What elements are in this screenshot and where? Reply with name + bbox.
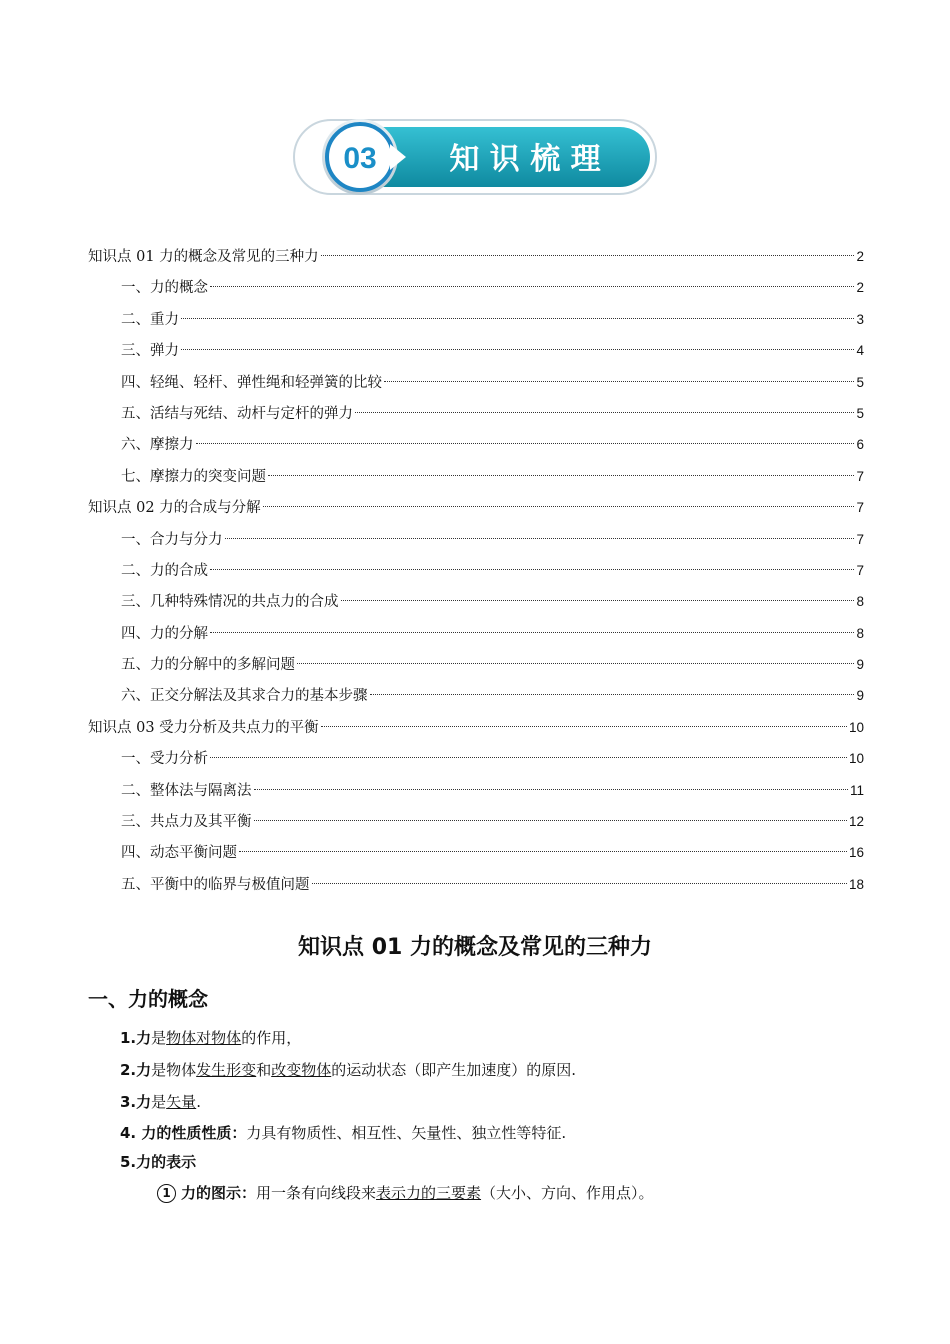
toc-entry[interactable]: [88, 524, 864, 555]
toc-leader-dots: [384, 380, 854, 382]
toc-leader-dots: [181, 348, 854, 350]
p3-num: 3.: [120, 1093, 137, 1111]
toc-entry[interactable]: [88, 743, 864, 774]
toc-leader-dots: [210, 756, 847, 758]
toc-entry-label: 五、平衡中的临界与极值问题: [121, 876, 310, 893]
toc-entry-label: 五、力的分解中的多解问题: [121, 657, 295, 674]
toc-entry-page: 7: [856, 468, 864, 484]
toc-entry-page: 7: [856, 562, 864, 578]
p1-text-2: 的作用，: [241, 1029, 302, 1047]
toc-leader-dots: [321, 254, 855, 256]
p2-underline-1: 发生形变: [196, 1061, 257, 1079]
toc-entry-page: 9: [856, 688, 864, 704]
toc-entry-page: 18: [848, 876, 864, 892]
toc-entry-page: 3: [856, 311, 864, 327]
p1-key: 力: [136, 1029, 152, 1047]
toc-entry[interactable]: [88, 806, 864, 837]
toc-entry-page: 12: [848, 814, 864, 830]
p3-key: 力: [136, 1093, 152, 1111]
toc-entry[interactable]: [88, 272, 864, 303]
toc-leader-dots: [210, 631, 854, 633]
toc-entry[interactable]: [88, 555, 864, 586]
subsection-title: 一、力的概念: [88, 987, 208, 1011]
toc-entry-page: 10: [848, 751, 864, 767]
toc-entry-label: 五、活结与死结、动杆与定杆的弹力: [121, 405, 353, 422]
section-banner: [290, 116, 660, 198]
p4-key: 4. 力的性质性质：: [120, 1124, 247, 1142]
toc-entry-page: 8: [856, 625, 864, 641]
toc-entry-page: 7: [856, 500, 864, 516]
p3-text-1: 是: [151, 1093, 167, 1111]
paragraph-1: [120, 1027, 301, 1048]
p4-text-1: 力具有物质性、相互性、矢量性、独立性等特征.: [246, 1124, 567, 1142]
section-title: 知识点 01 力的概念及常见的三种力: [298, 935, 652, 960]
toc-entry[interactable]: [88, 618, 864, 649]
toc-entry[interactable]: [88, 837, 864, 868]
paragraph-6: [157, 1182, 654, 1203]
p2-key: 力: [136, 1061, 152, 1079]
toc-entry-page: 16: [848, 845, 864, 861]
paragraph-2: [120, 1059, 576, 1080]
p1-underline-1: 物体对物体: [166, 1029, 242, 1047]
toc-entry-label: 一、力的概念: [121, 280, 208, 297]
toc-entry-page: 5: [856, 374, 864, 390]
toc-entry-label: 二、整体法与隔离法: [121, 782, 252, 799]
toc-entry-label: 知识点 03 受力分析及共点力的平衡: [88, 719, 319, 736]
toc-entry-page: 7: [856, 531, 864, 547]
toc-entry-page: 6: [856, 437, 864, 453]
circled-number-1: 1: [157, 1184, 176, 1203]
p1-num: 1.: [120, 1029, 137, 1047]
p3-text-2: .: [196, 1093, 201, 1111]
toc-entry[interactable]: [88, 649, 864, 680]
toc-entry-page: 4: [856, 343, 864, 359]
p6-underline-1: 表示力的三要素: [376, 1184, 482, 1202]
toc-entry-label: 四、力的分解: [121, 625, 208, 642]
toc-leader-dots: [341, 599, 855, 601]
toc-entry[interactable]: [88, 586, 864, 617]
toc-entry-label: 知识点 01 力的概念及常见的三种力: [88, 249, 319, 265]
p2-underline-2: 改变物体: [271, 1061, 332, 1079]
p3-underline-1: 矢量: [166, 1093, 197, 1111]
toc-entry-label: 二、重力: [121, 311, 179, 328]
toc-leader-dots: [268, 474, 854, 476]
toc-entry-page: 9: [856, 657, 864, 673]
toc-entry-page: 10: [848, 719, 864, 735]
table-of-contents: [88, 241, 864, 900]
toc-entry-label: 三、共点力及其平衡: [121, 814, 252, 831]
p2-text-2: 和: [256, 1061, 272, 1079]
toc-entry[interactable]: [88, 461, 864, 492]
toc-leader-dots: [355, 411, 854, 413]
paragraph-3: [120, 1091, 201, 1112]
p6-text-2: （大小、方向、作用点）。: [481, 1184, 654, 1202]
toc-entry[interactable]: [88, 869, 864, 900]
toc-entry-label: 一、合力与分力: [121, 531, 223, 548]
toc-entry-label: 六、正交分解法及其求合力的基本步骤: [121, 688, 368, 705]
toc-entry[interactable]: [88, 680, 864, 711]
paragraph-5: [120, 1151, 196, 1172]
toc-entry-label: 二、力的合成: [121, 562, 208, 579]
toc-leader-dots: [312, 882, 847, 884]
toc-entry-page: 11: [849, 782, 864, 798]
toc-entry-page: 2: [856, 280, 864, 296]
toc-entry[interactable]: [88, 775, 864, 806]
p6-key: 力的图示：: [181, 1184, 257, 1202]
toc-leader-dots: [181, 317, 854, 319]
toc-entry-page: 2: [856, 249, 864, 264]
toc-leader-dots: [210, 285, 854, 287]
toc-entry[interactable]: [88, 398, 864, 429]
toc-entry[interactable]: [88, 241, 864, 272]
banner-title: 知 识 梳 理: [449, 142, 601, 177]
toc-entry-page: 8: [856, 594, 864, 610]
toc-entry[interactable]: [88, 492, 864, 523]
toc-leader-dots: [225, 537, 855, 539]
toc-entry-label: 七、摩擦力的突变问题: [121, 468, 266, 485]
p2-text-1: 是物体: [151, 1061, 197, 1079]
toc-entry-label: 三、弹力: [121, 343, 179, 360]
p1-text-1: 是: [151, 1029, 167, 1047]
p2-num: 2.: [120, 1061, 137, 1079]
p6-text-1: 用一条有向线段来: [256, 1184, 377, 1202]
toc-leader-dots: [321, 725, 847, 727]
toc-leader-dots: [370, 693, 855, 695]
toc-entry-label: 四、动态平衡问题: [121, 845, 237, 862]
toc-entry[interactable]: [88, 367, 864, 398]
toc-entry-label: 一、受力分析: [121, 751, 208, 768]
toc-entry-label: 知识点 02 力的合成与分解: [88, 500, 261, 517]
p2-text-3: 的运动状态（即产生加速度）的原因.: [331, 1061, 576, 1079]
toc-leader-dots: [263, 505, 855, 507]
p5-key: 5.力的表示: [120, 1153, 197, 1171]
paragraph-4: [120, 1122, 566, 1143]
toc-leader-dots: [254, 788, 848, 790]
toc-entry[interactable]: [88, 429, 864, 460]
toc-entry-page: 5: [856, 405, 864, 421]
toc-leader-dots: [210, 568, 854, 570]
toc-leader-dots: [196, 442, 855, 444]
toc-entry-label: 四、轻绳、轻杆、弹性绳和轻弹簧的比较: [121, 374, 382, 391]
toc-entry[interactable]: [88, 712, 864, 743]
toc-entry[interactable]: [88, 335, 864, 366]
toc-entry-label: 六、摩擦力: [121, 437, 194, 454]
toc-entry[interactable]: [88, 304, 864, 335]
toc-leader-dots: [297, 662, 854, 664]
toc-entry-label: 三、几种特殊情况的共点力的合成: [121, 594, 339, 611]
toc-leader-dots: [254, 819, 847, 821]
banner-number: 03: [343, 142, 377, 175]
toc-leader-dots: [239, 850, 847, 852]
